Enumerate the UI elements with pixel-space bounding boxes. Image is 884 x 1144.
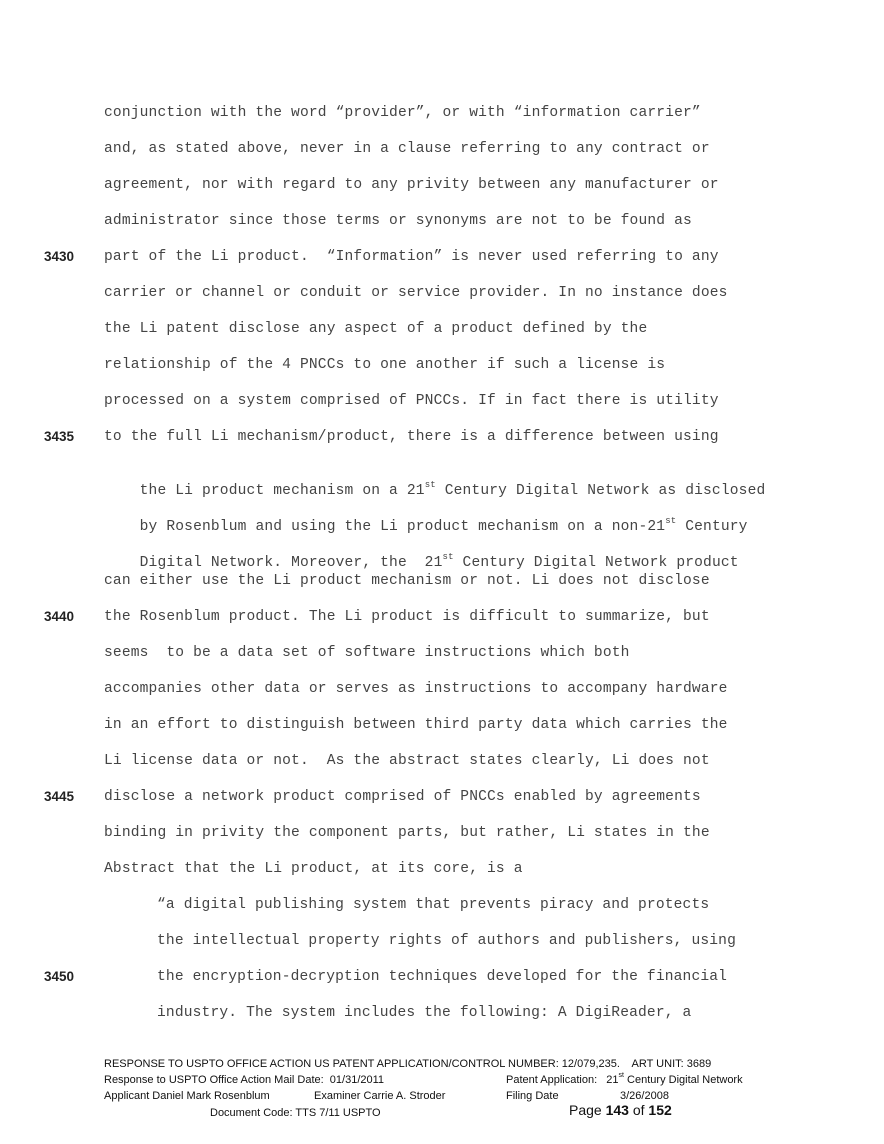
line-number: 3435 [44,429,75,444]
quote-line: the encryption-decryption techniques developed for the financial [157,969,728,985]
line-number: 3430 [44,249,75,264]
superscript: st [665,516,677,527]
line-number: 3450 [44,969,75,984]
body-line: conjunction with the word “provider”, or with “information carrier” [104,105,701,121]
body-line: the Li patent disclose any aspect of a product defined by the [104,321,648,337]
superscript: st [442,552,454,563]
footer-value: Century Digital Network [624,1074,743,1086]
superscript: st [424,480,436,491]
line-text: Century [676,519,748,535]
body-line: disclose a network product comprised of PNCCs enabled by agreements [104,789,701,805]
footer-mail-date: Response to USPTO Office Action Mail Date: 01/31/2011 [104,1074,385,1086]
quote-line: “a digital publishing system that prevents piracy and protects [157,897,710,913]
body-line: in an effort to distinguish between third party data which carries the [104,717,728,733]
body-line: carrier or channel or conduit or service provider. In no instance does [104,285,728,301]
footer-doc-code: Document Code: TTS 7/11 USPTO [210,1107,381,1119]
footer-value: 21 [606,1074,619,1086]
body-line: relationship of the 4 PNCCs to one another if such a license is [104,357,666,373]
body-line: administrator since those terms or synonyms are not to be found as [104,213,692,229]
line-text: by Rosenblum and using the Li product mechanism on a non-21 [139,519,666,535]
body-line: Abstract that the Li product, at its core, is a [104,861,523,877]
body-line: binding in privity the component parts, but rather, Li states in the [104,825,710,841]
body-line: and, as stated above, never in a clause referring to any contract or [104,141,710,157]
footer-applicant: Applicant Daniel Mark Rosenblum [104,1090,270,1102]
body-line: Li license data or not. As the abstract states clearly, Li does not [104,753,710,769]
footer-filing-label: Filing Date [506,1090,559,1102]
line-text: Century Digital Network product [453,555,739,571]
line-text: Century Digital Network as disclosed [435,483,766,499]
body-line: accompanies other data or serves as instructions to accompany hardware [104,681,728,697]
line-text: Digital Network. Moreover, the 21 [139,555,443,571]
body-line: to the full Li mechanism/product, there is a difference between using [104,429,719,445]
quote-line: the intellectual property rights of authors and publishers, using [157,933,736,949]
footer-examiner: Examiner Carrie A. Stroder [314,1090,446,1102]
line-number: 3445 [44,789,75,804]
body-line: agreement, nor with regard to any privity between any manufacturer or [104,177,719,193]
quote-line: industry. The system includes the following: A DigiReader, a [157,1005,692,1021]
page-current: 143 [605,1102,629,1118]
footer-label: Patent Application: [506,1074,598,1086]
page-of: of [628,1102,649,1118]
footer-header-line: RESPONSE TO USPTO OFFICE ACTION US PATENT APPLICATION/CONTROL NUMBER: 12/079,235. ART UNIT: 3689 [104,1058,712,1070]
body-line: seems to be a data set of software instructions which both [104,645,630,661]
superscript: st [618,1072,624,1080]
body-line: can either use the Li product mechanism or not. Li does not disclose [104,573,710,589]
body-line: part of the Li product. “Information” is never used referring to any [104,249,719,265]
body-line: processed on a system comprised of PNCCs. If in fact there is utility [104,393,719,409]
page-total: 152 [648,1102,672,1118]
line-number: 3440 [44,609,75,624]
page-number [569,1103,672,1118]
footer-filing-date: 3/26/2008 [620,1090,669,1102]
line-text: the Li product mechanism on a 21 [139,483,425,499]
footer-patent-application [506,1073,743,1088]
page-prefix: Page [569,1102,606,1118]
body-line: the Rosenblum product. The Li product is difficult to summarize, but [104,609,710,625]
